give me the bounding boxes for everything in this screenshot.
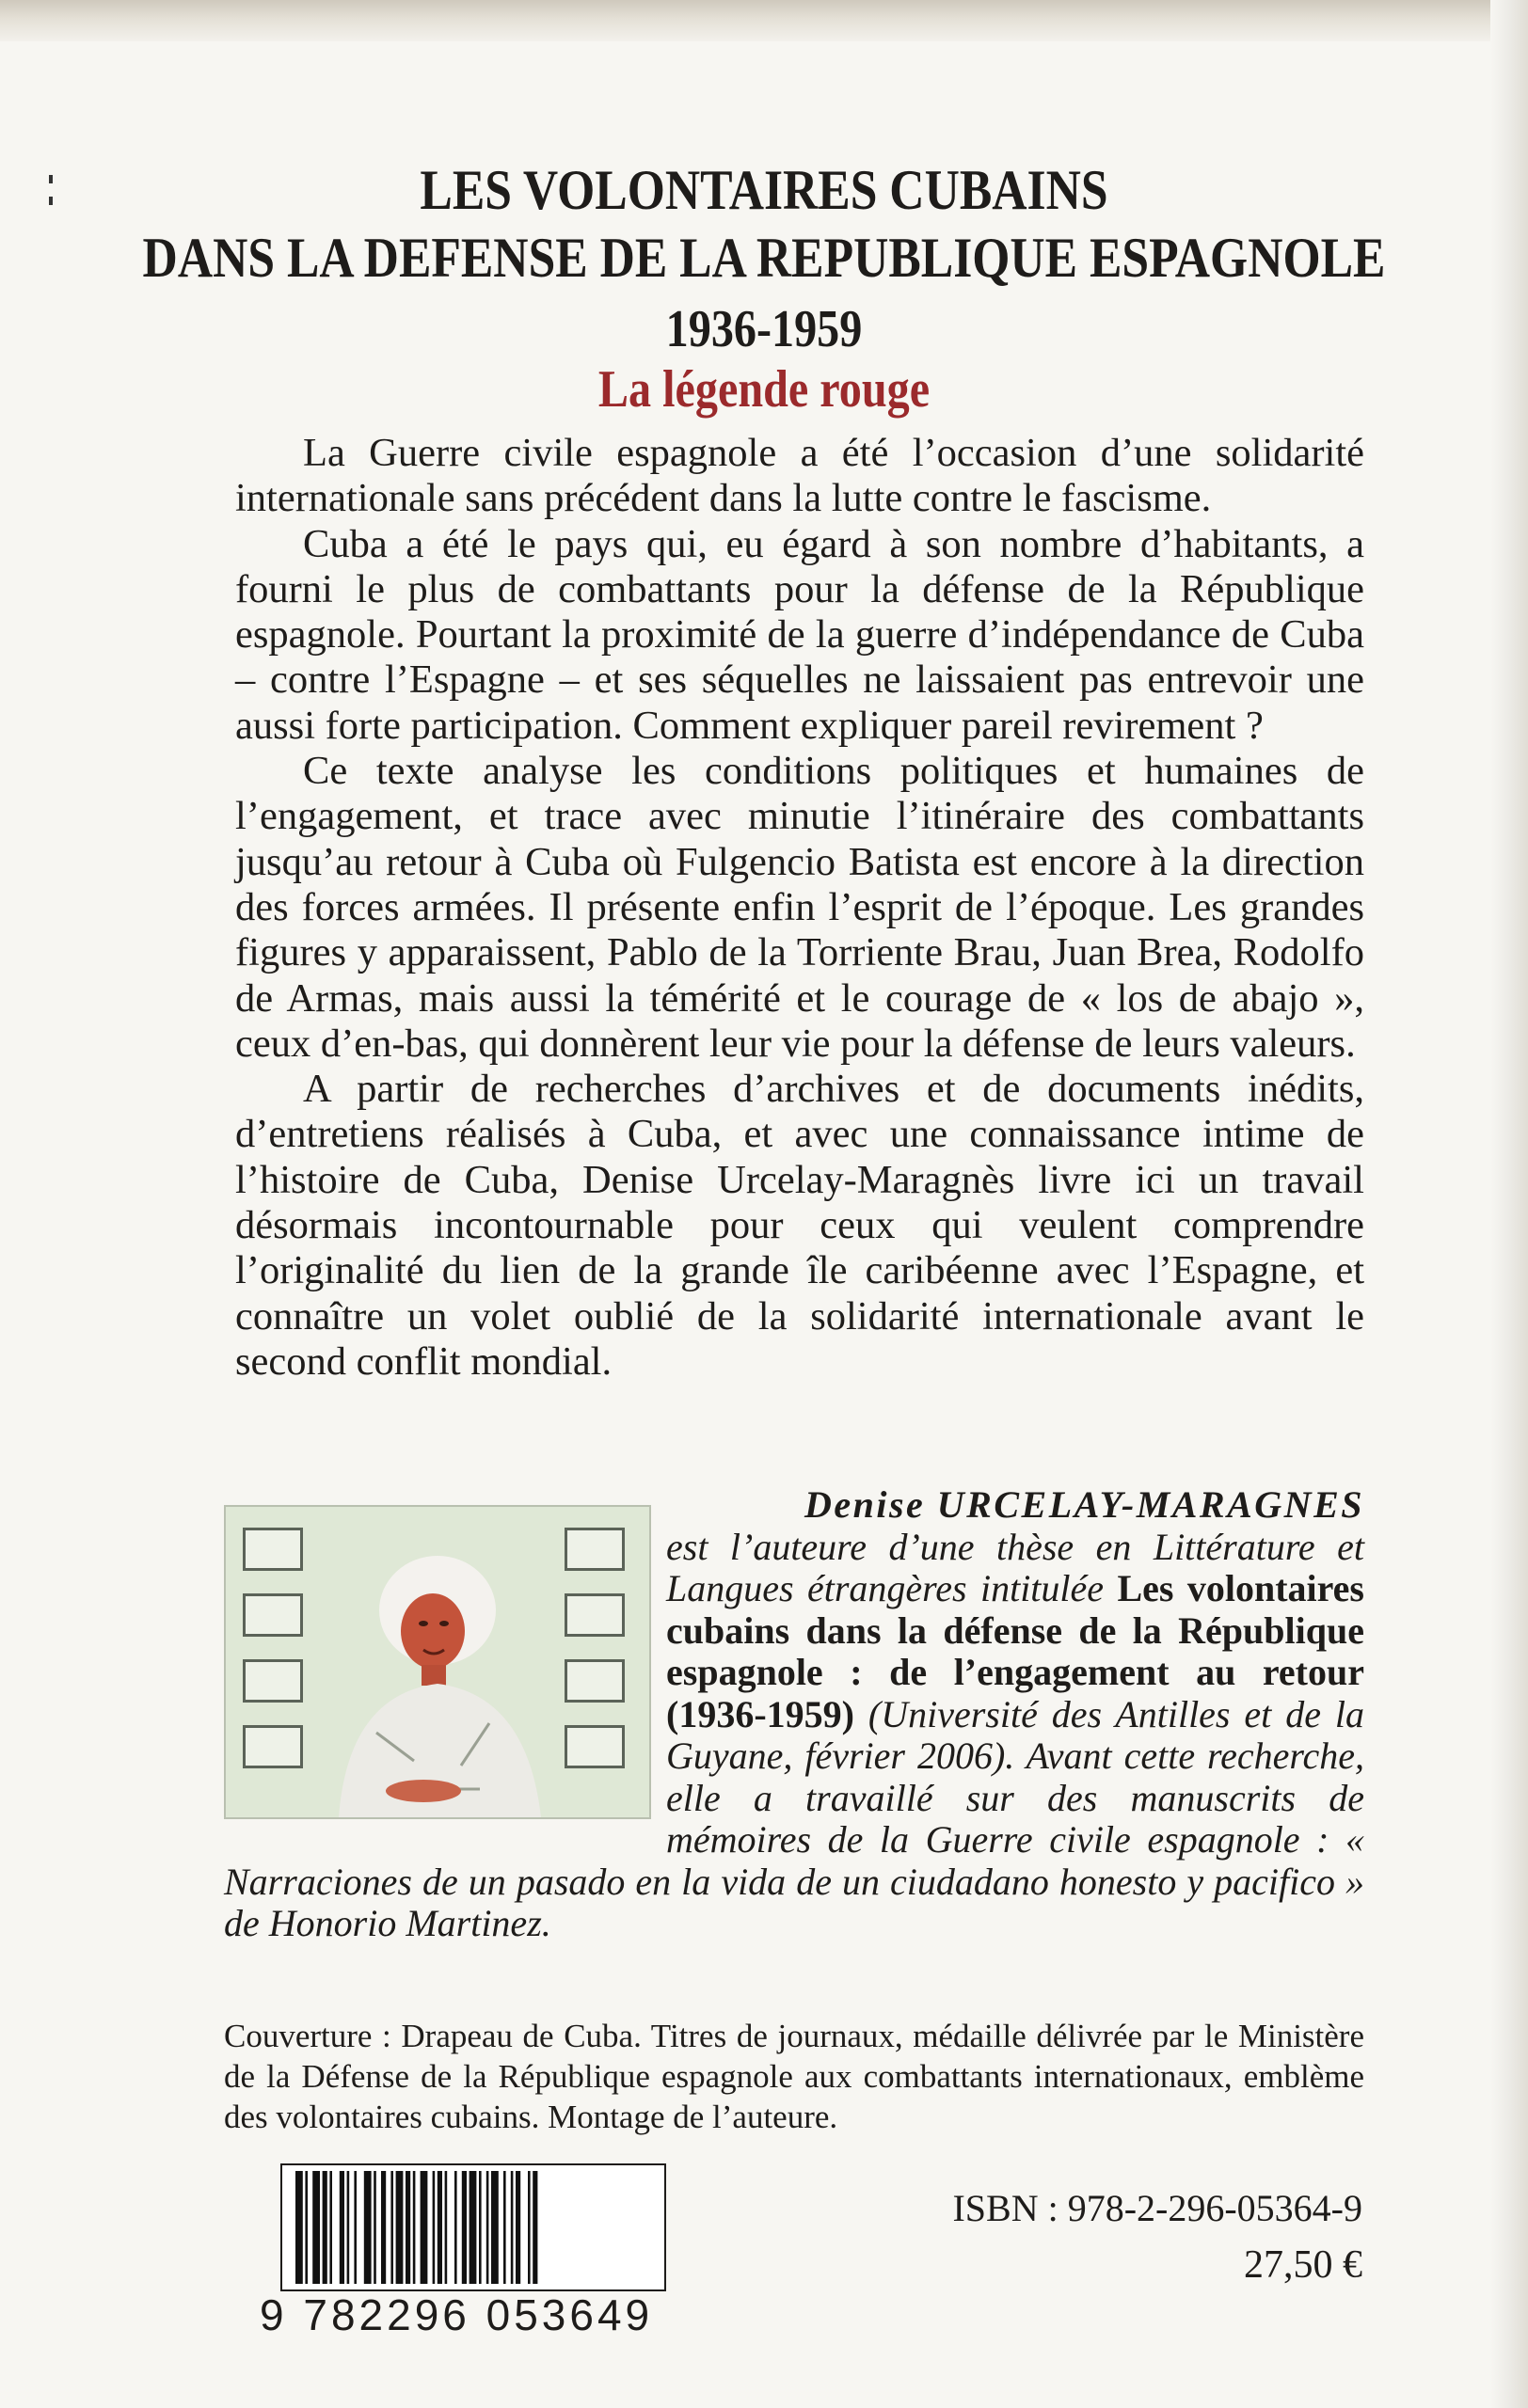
cover-credit: Couverture : Drapeau de Cuba. Titres de journaux, médaille délivrée par le Ministère de la Défense de la République espagnole aux combattants internationaux, emblème des volontaires cubains. Montage de l’auteure. (224, 2018, 1364, 2135)
barcode (280, 2163, 666, 2291)
scan-right-edge (1490, 0, 1528, 2408)
blurb-paragraph: A partir de recherches d’archives et de documents inédits, d’entretiens réalisés à Cuba, et avec une connaissance intime de l’histoire de Cuba, Denise Urcelay-Maragnès livre ici un travail désormais incontournable pour ceux qui veulent comprendre l’originalité du lien de la grande île caribéenne avec l’Espagne, et connaître un volet oublié de la solidarité internationale avant le second conflit mondial. (235, 1067, 1364, 1384)
book-title-line-1: LES VOLONTAIRES CUBAINS (420, 159, 1108, 221)
author-bio-rest: (Université des Antilles et de la Guyane, février 2006). Avant cette recherche, elle a travaillé sur des manuscrits de mémoires de la Guerre civile espagnole : « Narraciones de un pasado en la vida de un ciudadano honesto y pacifico » de Honorio Martinez. (224, 1692, 1365, 1944)
book-title-line-2: DANS LA DEFENSE DE LA REPUBLIQUE ESPAGNOLE (142, 227, 1386, 289)
blurb-paragraph: La Guerre civile espagnole a été l’occasion d’une solidarité internationale sans précédent dans la lutte contre le fascisme. (235, 431, 1364, 521)
author-bio-intro: est l’auteure d’une thèse en Littérature et Langues étrangères intitulée (666, 1525, 1364, 1609)
blurb-paragraph: Ce texte analyse les conditions politiques et humaines de l’engagement, et trace avec minutie l’itinéraire des combattants jusqu’au retour à Cuba où Fulgencio Batista est encore à la direction des forces armées. Il présente enfin l’esprit de l’époque. Les grandes figures y apparaissent, Pablo de la Torriente Brau, Juan Brea, Rodolfo de Armas, mais aussi la témérité et le courage de « los de abajo », ceux d’en-bas, qui donnèrent leur vie pour la défense de leurs valeurs. (235, 749, 1364, 1066)
isbn: ISBN : 978-2-296-05364-9 (952, 2187, 1362, 2229)
barcode-digits: 9 782296 053649 (260, 2290, 654, 2339)
barcode-bars (282, 2165, 664, 2289)
scan-top-edge (0, 0, 1528, 41)
author-name: Denise URCELAY-MARAGNES (804, 1483, 1364, 1526)
book-subtitle: La légende rouge (597, 360, 931, 419)
price: 27,50 € (1244, 2243, 1362, 2287)
blurb-paragraph: Cuba a été le pays qui, eu égard à son nombre d’habitants, a fourni le plus de combattants pour la défense de la République espagnole. Pourtant la proximité de la guerre d’indépendance de Cuba – contre l’Espagne – et ses séquelles ne laissaient pas entrevoir une aussi forte participation. Comment expliquer pareil revirement ? (235, 521, 1364, 748)
thesis-title: Les volontaires cubains dans la défense de la République espagnole : de l’engagement au retour (1936-1959) (666, 1567, 1364, 1735)
blurb (235, 431, 1364, 1385)
scan-specks (49, 175, 53, 218)
book-dates: 1936-1959 (665, 300, 863, 358)
author-bio (224, 1484, 1364, 1945)
